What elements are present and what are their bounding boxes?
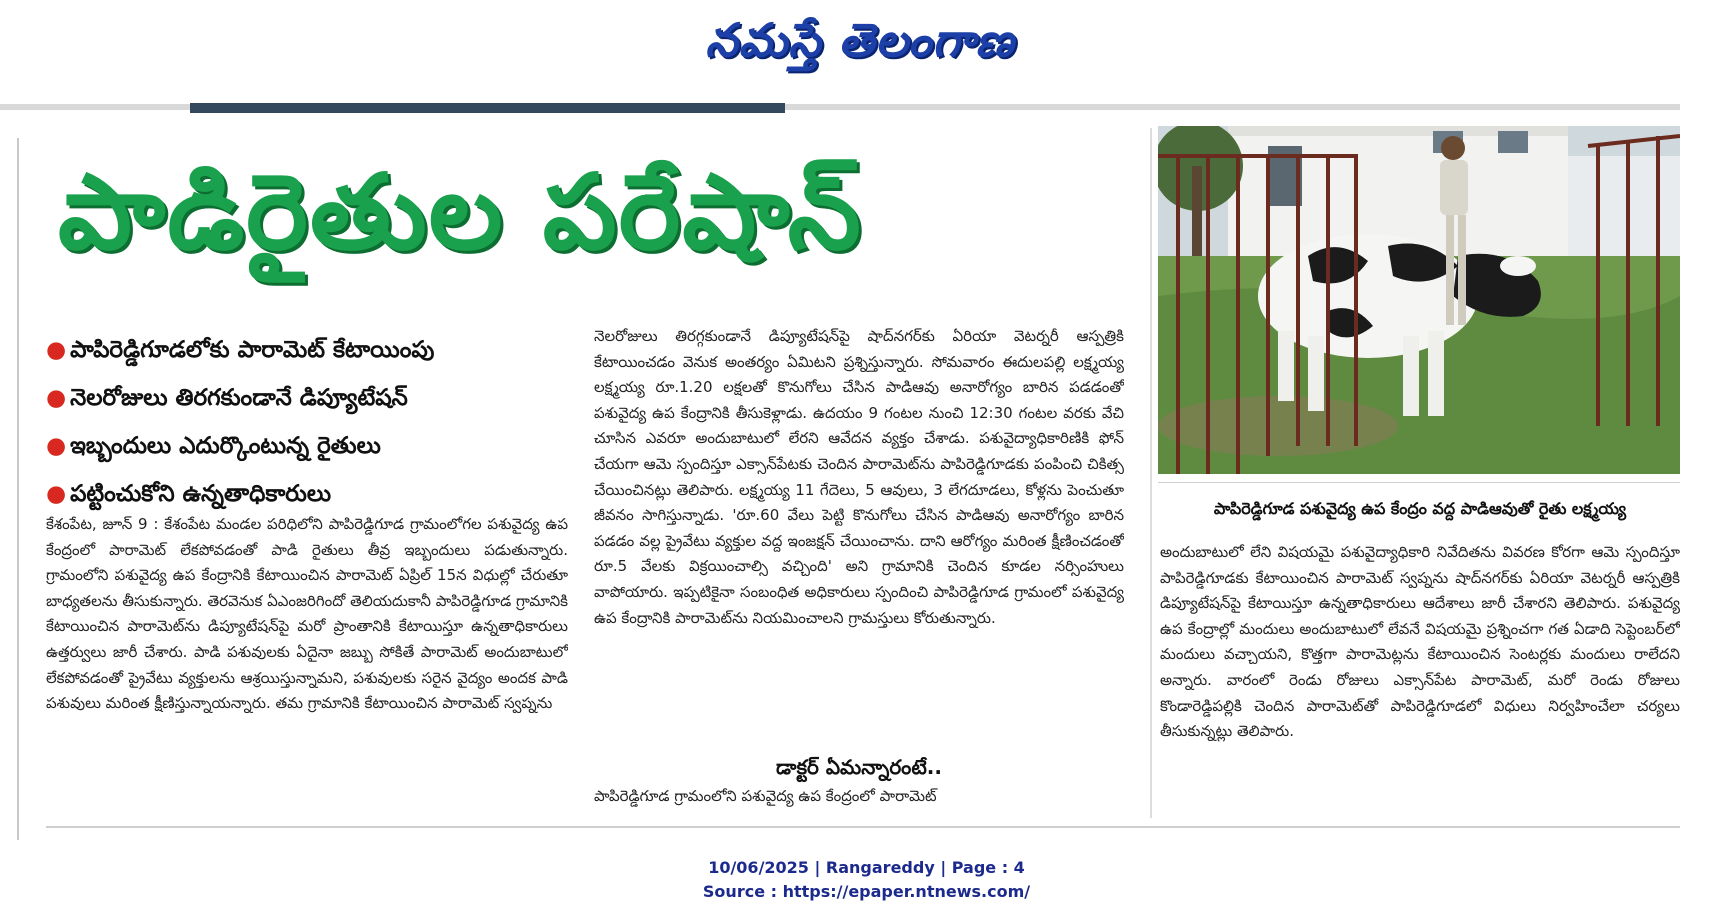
article-column-1 (46, 512, 568, 800)
farmer-with-cow-image (1158, 126, 1680, 474)
article-headline: పాడిరైతుల పరేషాన్ (58, 151, 863, 273)
bottom-divider (46, 826, 1680, 828)
bullet-list (46, 326, 566, 518)
article-column-3 (1160, 540, 1680, 816)
article-subheading: డాక్టర్ ఏమన్నారంటే.. (776, 755, 942, 779)
bullet-text: పట్టించుకోని ఉన్నతాధికారులు (70, 481, 332, 507)
article-column-2 (594, 324, 1124, 744)
bullet-text: నెలరోజులు తిరగకుండానే డిప్యూటేషన్ (70, 385, 408, 411)
bullet-item (46, 470, 566, 518)
article-column-2-continued (594, 784, 1124, 810)
bullet-text: ఇబ్బందులు ఎదుర్కొంటున్న రైతులు (70, 433, 381, 459)
left-margin-rule (17, 138, 19, 840)
bullet-item (46, 422, 566, 470)
bullet-dot-icon: ● (46, 481, 67, 507)
bullet-item (46, 374, 566, 422)
header-divider-dark (190, 103, 785, 113)
article-paragraph: అందుబాటులో లేని విషయమై పశువైద్యాధికారి నివేదితను వివరణ కోరగా ఆమె స్పందిస్తూ పాపిరెడ్డిగూడకు కేటాయించిన పారామెట్ స్వప్నను షాద్‌నగర్‌కు ఏరియా వెటర్నరీ ఆస్పత్రికి డిప్యూటేషన్‌పై కేటాయిస్తూ ఉన్నతాధికారులు ఆదేశాలు జారీ చేశారని తెలిపారు. పశువైద్య ఉప కేంద్రాల్లో మందులు అందుబాటులో లేవనే విషయమై ప్రశ్నించగా గత ఏడాది సెప్టెంబర్‌లో మందులు వచ్చాయని, కొత్తగా పారామెట్లను కేటాయించిన సెంటర్లకు మందులు రాలేదని అన్నారు. వారంలో రెండు రోజులు ఎక్సాన్‌పేట పారామెట్, మరో రెండు రోజులు కొండారెడ్డిపల్లికి చెందిన పారామెట్‌తో పాపిరెడ్డిగూడలో విధులు నిర్వహించేలా చర్యలు తీసుకున్నట్లు తెలిపారు. (1160, 543, 1680, 741)
article-paragraph: నెలరోజులు తిరగ్గకుండానే డిప్యూటేషన్‌పై షాద్‌నగర్‌కు ఏరియా వెటర్నరీ ఆస్పత్రికి కేటాయించడం వెనుక అంతర్యం ఏమిటని ప్రశ్నిస్తున్నారు. సోమవారం ఈదులపల్లి లక్ష్మయ్య లక్ష్మయ్య రూ.1.20 లక్షలతో కొనుగోలు చేసిన పాడిఆవు అనారోగ్యం బారిన పడడంతో పశువైద్య ఉప కేంద్రానికి తీసుకెళ్లాడు. ఉదయం 9 గంటల నుంచి 12:30 గంటల వరకు వేచి చూసిన ఎవరూ అందుబాటులో లేరని ఆవేదన వ్యక్తం చేశాడు. పశువైద్యాధికారిణికి ఫోన్ చేయగా ఆమె స్పందిస్తూ ఎక్సాన్‌పేటకు చెందిన పారామెట్‌ను పాపిరెడ్డిగూడకు పంపించి చికిత్స చేయించినట్లు తెలిపారు. లక్ష్మయ్య 11 గేదెలు, 5 ఆవులు, 3 లేగదూడలు, కోళ్లను పెంచుతూ జీవనం సాగిస్తున్నాడు. 'రూ.60 వేలు పెట్టి కొనుగోలు చేసిన పాడిఆవు అనారోగ్యం బారిన పడడం వల్ల ప్రైవేటు వ్యక్తుల వద్ద ఇంజక్షన్ చేయించాను. దాని ఆరోగ్యం మరింత క్షీణించడంతో రూ.5 వేలకు విక్రయించాల్సి వచ్చింది' అని గ్రామానికి చెందిన కూడల నర్సింహులు వాపోయారు. ఇప్పటికైనా సంబంధిత అధికారులు స్పందించి పాపిరెడ్డిగూడ గ్రామంలో పశువైద్య ఉప కేంద్రానికి పారామెట్‌ను నియమించాలని గ్రామస్తులు కోరుతున్నారు. (594, 327, 1124, 627)
page-footer (0, 856, 1733, 904)
bullet-item (46, 326, 566, 374)
bullet-dot-icon: ● (46, 433, 67, 459)
bullet-dot-icon: ● (46, 337, 67, 363)
bullet-dot-icon: ● (46, 385, 67, 411)
photo-caption: పాపిరెడ్డిగూడ పశువైద్య ఉప కేంద్రం వద్ద పాడిఆవుతో రైతు లక్ష్మయ్య (1213, 499, 1627, 518)
bullet-text: పాపిరెడ్డిగూడలోకు పారామెట్ కేటాయింపు (70, 337, 435, 363)
news-photo (1158, 126, 1680, 474)
column-divider (1150, 128, 1152, 818)
article-paragraph: కేశంపేట, జూన్ 9 : కేశంపేట మండల పరిధిలోని పాపిరెడ్డిగూడ గ్రామంలోగల పశువైద్య ఉప కేంద్రంలో పారామెట్ లేకపోవడంతో పాడి రైతులు తీవ్ర ఇబ్బందులు పడుతున్నారు. గ్రామంలోని పశువైద్య ఉప కేంద్రానికి కేటాయించిన పారామెట్ ఏప్రిల్ 15న విధుల్లో చేరుతూ బాధ్యతలను తీసుకున్నారు. తెరవెనుక ఏఎంజరిగిందో తెలియదుకానీ పాపిరెడ్డిగూడ గ్రామానికి కేటాయించిన పారామెట్‌ను డిప్యూటేషన్‌పై మరో ప్రాంతానికి కేటాయిస్తూ ఉన్నతాధికారులు ఉత్తర్వులు జారీ చేశారు. పాడి పశువులకు ఏదైనా జబ్బు సోకితే పారామెట్ అందుబాటులో లేకపోవడంతో ప్రైవేటు వ్యక్తులను ఆశ్రయిస్తున్నామని, పశువులకు సరైన వైద్యం అందక పాడి పశువులు మరింత క్షీణిస్తున్నాయన్నారు. తమ గ్రామానికి కేటాయించిన పారామెట్ స్వప్నను (46, 515, 568, 713)
masthead (0, 0, 1733, 80)
footer-edition-info: 10/06/2025 | Rangareddy | Page : 4 (708, 858, 1025, 877)
masthead-logo: నమస్తే తెలంగాణ (705, 13, 1015, 67)
article-paragraph: పాపిరెడ్డిగూడ గ్రామంలోని పశువైద్య ఉప కేంద్రంలో పారామెట్ (594, 787, 937, 805)
footer-source-link[interactable]: Source : https://epaper.ntnews.com/ (702, 882, 1031, 901)
caption-divider (1158, 482, 1680, 483)
